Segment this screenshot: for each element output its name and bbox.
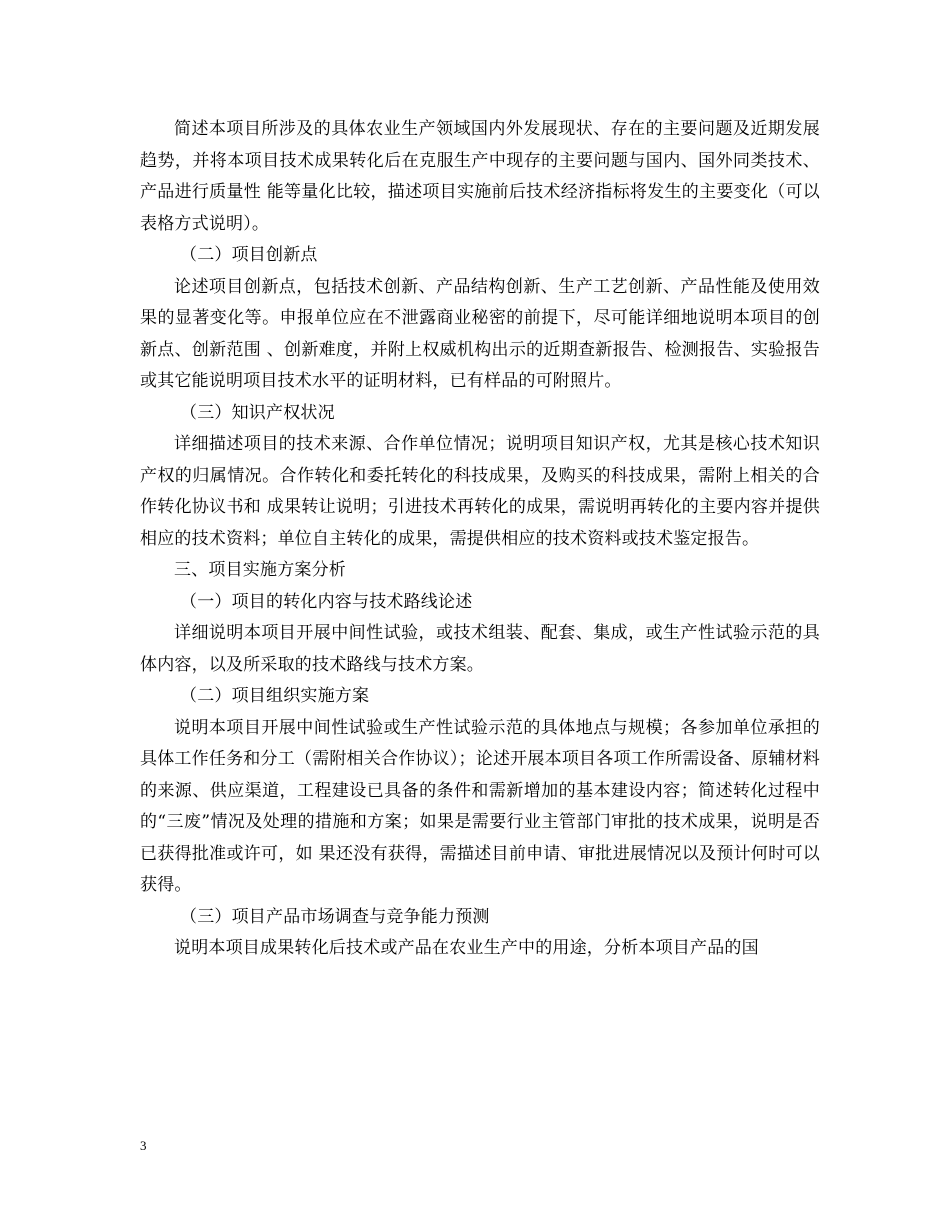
paragraph-ip-status: 详细描述项目的技术来源、合作单位情况；说明项目知识产权，尤其是核心技术知识产权的归属情况。合作转化和委托转化的科技成果，及购买的科技成果，需附上相关的合作转化协议书和 成果转让说明；引进技术再转化的成果，需说明再转化的主要内容并提供相应的技术资料；单位自主转化的成果，需提供相应的技术资料或技术鉴定报告。 xyxy=(140,434,820,549)
paragraph-market-survey: 说明本项目成果转化后技术或产品在农业生产中的用途，分析本项目产品的国 xyxy=(174,938,759,958)
section-heading-innovation: （二）项目创新点 xyxy=(180,245,318,265)
document-body xyxy=(140,114,820,965)
paragraph-technical-route: 详细说明本项目开展中间性试验，或技术组装、配套、集成，或生产性试验示范的具体内容，以及所采取的技术路线与技术方案。 xyxy=(140,623,820,675)
page-number: 3 xyxy=(140,1138,147,1153)
section-heading-implementation-analysis: 三、项目实施方案分析 xyxy=(174,560,346,580)
section-heading-ip-status: （三）知识产权状况 xyxy=(180,402,335,423)
paragraph-organization-plan: 说明本项目开展中间性试验或生产性试验示范的具体地点与规模；各参加单位承担的具体工作任务和分工（需附相关合作协议）；论述开展本项目各项工作所需设备、原辅材料的来源、供应渠道，工程建设已具备的条件和需新增加的基本建设内容；简述转化过程中的“三废”情况及处理的措施和方案；如果是需要行业主管部门审批的技术成果，说明是否已获得批准或许可，如 果还没有获得，需描述目前申请、审批进展情况以及预计何时可以获得。 xyxy=(140,717,820,895)
section-heading-technical-route: （一）项目的转化内容与技术路线论述 xyxy=(180,591,473,612)
section-heading-organization-plan: （二）项目组织实施方案 xyxy=(180,686,370,706)
paragraph-innovation: 论述项目创新点，包括技术创新、产品结构创新、生产工艺创新、产品性能及使用效果的显著变化等。申报单位应在不泄露商业秘密的前提下，尽可能详细地说明本项目的创新点、创新范围 、创新难度，并附上权威机构出示的近期查新报告、检测报告、实验报告或其它能说明项目技术水平的证明材料，已有样品的可附照片。 xyxy=(140,276,820,391)
section-heading-market-survey: （三）项目产品市场调查与竞争能力预测 xyxy=(180,906,490,927)
paragraph-status-overview: 简述本项目所涉及的具体农业生产领域国内外发展现状、存在的主要问题及近期发展趋势，并将本项目技术成果转化后在克服生产中现存的主要问题与国内、国外同类技术、产品进行质量性 能等量化比较，描述项目实施前后技术经济指标将发生的主要变化（可以表格方式说明）。 xyxy=(140,119,820,234)
